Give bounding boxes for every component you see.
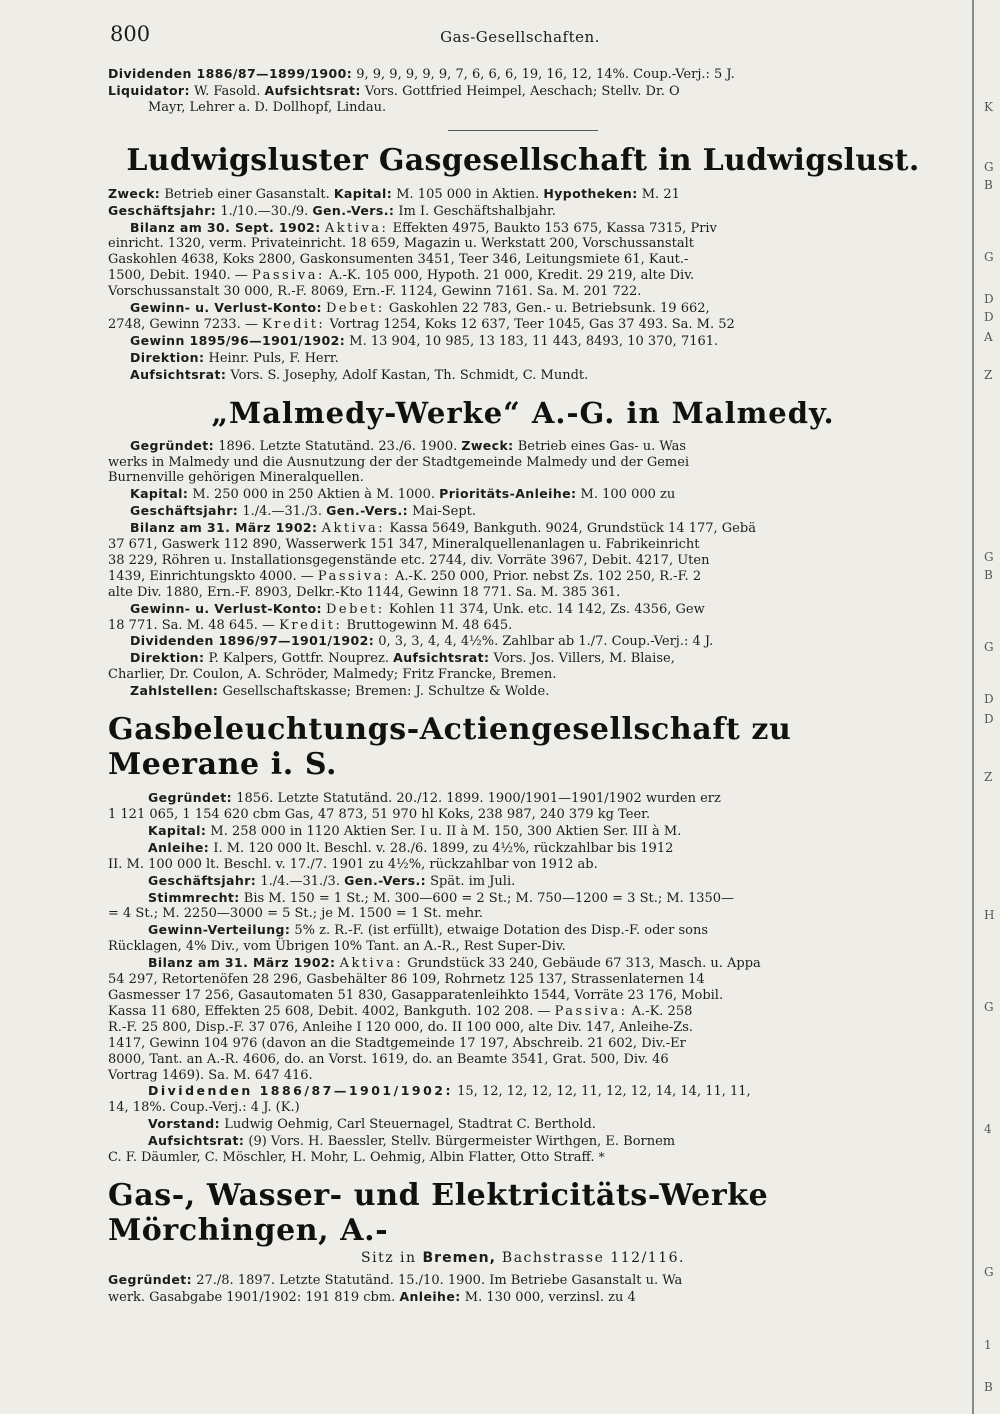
bilanz-label: Bilanz am 31. März 1902: [148, 955, 336, 971]
entry-malmedy [108, 396, 938, 701]
company-title: Gasbeleuchtungs-Actiengesellschaft zu Meerane i. S. [108, 712, 792, 783]
entry-meerane [108, 712, 938, 1166]
gewinn-verteilung-cont: Rücklagen, 4% Div., vom Übrigen 10% Tant. an A.-R., Rest Super-Div. [108, 939, 566, 955]
kapital-text: M. 105 000 in Aktien. [396, 186, 540, 202]
side-fragment: 4 [984, 1122, 992, 1136]
aufsichtsrat-cont: Charlier, Dr. Coulon, A. Schröder, Malmedy; Fritz Francke, Bremen. [108, 667, 557, 683]
side-fragment: G [984, 1265, 994, 1279]
aufsichtsrat-cont: C. F. Däumler, C. Möschler, H. Mohr, L. Oehmig, Albin Flatter, Otto Straff. [108, 1150, 595, 1166]
company-title: „Malmedy-Werke“ A.-G. in Malmedy. [211, 395, 835, 430]
stimmrecht-text: Bis M. 150 = 1 St.; M. 300—600 = 2 St.; M. 750—1200 = 3 St.; M. 1350— [243, 890, 735, 906]
kapital-label: Kapital: [130, 486, 189, 502]
bilanz-text: 38 229, Röhren u. Installationsgegenstände etc. 2744, div. Vorräte 3967, Debit. 4217, Uten [108, 552, 710, 568]
geschaeftsjahr-text: 1./10.—30./9. [220, 203, 309, 219]
direktion-text: Heinr. Puls, F. Herr. [208, 350, 339, 366]
side-fragment: G [984, 160, 994, 174]
guv-text: 2748, Gewinn 7233. — [108, 316, 258, 332]
bilanz-text: Gaskohlen 4638, Koks 2800, Gaskonsumenten 3451, Teer 346, Leitungsmiete 61, Kaut.- [108, 252, 689, 268]
side-fragment: D [984, 712, 994, 726]
genvers-label: Gen.-Vers.: [312, 202, 395, 218]
bilanz-text: Kassa 11 680, Effekten 25 608, Debit. 4002, Bankguth. 102 208. — [108, 1003, 551, 1019]
gegruendet-label: Gegründet: [130, 437, 215, 453]
prioritaets-text: M. 100 000 zu [580, 487, 676, 503]
zweck-text: werks in Malmedy und die Ausnutzung der der Stadtgemeinde Malmedy und der Gemei [108, 454, 690, 470]
guv-label: Gewinn- u. Verlust-Konto: [130, 600, 322, 616]
genvers-text: Mai-Sept. [412, 504, 477, 520]
passiva-label: Passiva: [251, 268, 325, 284]
gewinn-label: Gewinn 1895/96—1901/1902: [130, 332, 346, 348]
passiva-label: Passiva: [554, 1003, 628, 1019]
gegruendet-text: 27./8. 1897. Letzte Statutänd. 15./10. 1900. Im Betriebe Gasanstalt u. Wa [196, 1272, 683, 1288]
dividenden-text: 9, 9, 9, 9, 9, 9, 7, 6, 6, 6, 19, 16, 12, 14%. Coup.-Verj.: 5 J. [356, 67, 735, 82]
genvers-label: Gen.-Vers.: [344, 872, 426, 888]
anleihe-text: I. M. 120 000 lt. Beschl. v. 28./6. 1899, zu 4½%, rückzahlbar bis 1912 [213, 840, 674, 856]
footnote-star: * [598, 1150, 605, 1165]
bilanz-text: 37 671, Gaswerk 112 890, Wasserwerk 151 347, Mineralquellenanlagen u. Fabrikeinricht [108, 537, 700, 553]
gewinn-verteilung-text: 5% z. R.-F. (ist erfüllt), etwaige Dotation des Disp.-F. oder sons [294, 923, 709, 939]
sitz-line [108, 1250, 938, 1266]
dividenden-text: 0, 3, 3, 4, 4, 4½%. Zahlbar ab 1./7. Coup.-Verj.: 4 J. [378, 634, 714, 650]
bilanz-text: A.-K. 258 [631, 1003, 693, 1019]
aufsichtsrat-label: Aufsichtsrat: [148, 1133, 245, 1149]
stimmrecht-cont: = 4 St.; M. 2250—3000 = 5 St.; je M. 1500 = 1 St. mehr. [108, 906, 484, 922]
side-fragment: Z [984, 770, 993, 784]
side-fragment: Z [984, 368, 993, 382]
side-fragment: G [984, 1000, 994, 1014]
sitz-street: Bachstrasse 112/116. [501, 1249, 685, 1266]
bilanz-text: Kassa 5649, Bankguth. 9024, Grundstück 14 177, Gebä [389, 521, 756, 537]
side-fragment: D [984, 292, 994, 306]
entry-continued [108, 66, 938, 116]
genvers-label: Gen.-Vers.: [326, 503, 408, 519]
geschaeftsjahr-label: Geschäftsjahr: [130, 503, 239, 519]
bilanz-text: Vorschussanstalt 30 000, R.-F. 8069, Ern.-F. 1124, Gewinn 7161. Sa. M. 201 722. [108, 284, 642, 300]
zweck-text: Betrieb eines Gas- u. Was [517, 438, 687, 454]
aufsichtsrat-text: (9) Vors. H. Baessler, Stellv. Bürgermeister Wirthgen, E. Bornem [248, 1134, 676, 1150]
liquidator-label: Liquidator: [108, 82, 190, 98]
passiva-label: Passiva: [317, 568, 391, 584]
vorstand-text: Ludwig Oehmig, Carl Steuernagel, Stadtrat C. Berthold. [224, 1117, 596, 1133]
side-fragment: B [984, 568, 993, 582]
kredit-label: Kredit: [262, 316, 326, 332]
kapital-text: M. 258 000 in 1120 Aktien Ser. I u. II à M. 150, 300 Aktien Ser. III à M. [210, 823, 682, 839]
divider-rule [448, 130, 598, 131]
hypotheken-label: Hypotheken: [543, 185, 638, 201]
anleihe-text: M. 130 000, verzinsl. zu 4 [464, 1289, 636, 1305]
gegruendet-label: Gegründet: [148, 790, 233, 806]
dividenden-cont: 14, 18%. Coup.-Verj.: 4 J. (K.) [108, 1100, 300, 1116]
direktion-text: P. Kalpers, Gottfr. Nouprez. [208, 651, 389, 667]
entry-moerchingen [108, 1178, 938, 1306]
anleihe-label: Anleihe: [399, 1288, 461, 1304]
gewinn-text: M. 13 904, 10 985, 13 183, 11 443, 8493, 10 370, 7161. [349, 333, 719, 349]
aufsichtsrat-text: Vors. S. Josephy, Adolf Kastan, Th. Schmidt, C. Mundt. [230, 367, 589, 383]
anleihe-label: Anleihe: [148, 839, 210, 855]
bilanz-text: 54 297, Retortenöfen 28 296, Gasbehälter 86 109, Rohrnetz 125 137, Strassenlaternen 14 [108, 972, 705, 988]
aufsichtsrat-label: Aufsichtsrat: [130, 366, 227, 382]
zweck-label: Zweck: [108, 185, 161, 201]
geschaeftsjahr-label: Geschäftsjahr: [148, 872, 257, 888]
kredit-label: Kredit: [279, 617, 343, 633]
guv-text: 18 771. Sa. M. 48 645. — [108, 617, 276, 633]
genvers-text: Spät. im Juli. [430, 873, 516, 889]
liquidator-text: W. Fasold. [194, 83, 261, 99]
kapital-label: Kapital: [148, 822, 207, 838]
gegruendet-cont: 1 121 065, 1 154 620 cbm Gas, 47 873, 51 970 hl Koks, 238 987, 240 379 kg Teer. [108, 807, 651, 822]
gegruendet-cont: werk. Gasabgabe 1901/1902: 191 819 cbm. [108, 1289, 396, 1305]
guv-label: Gewinn- u. Verlust-Konto: [130, 300, 322, 316]
aktiva-label: Aktiva: [339, 956, 404, 972]
side-fragment: B [984, 178, 993, 192]
bilanz-text: 8000, Tant. an A.-R. 4606, do. an Vorst. 1619, do. an Beamte 3541, Grat. 500, Div. 46 [108, 1051, 669, 1067]
zweck-text: Betrieb einer Gasanstalt. [164, 186, 330, 202]
geschaeftsjahr-label: Geschäftsjahr: [108, 202, 217, 218]
sitz-text: Sitz in [361, 1249, 417, 1266]
bilanz-text: Grundstück 33 240, Gebäude 67 313, Masch. u. Appa [407, 956, 761, 972]
debet-label: Debet: [325, 301, 385, 317]
zahlstellen-label: Zahlstellen: [130, 683, 219, 699]
side-fragment: H [984, 908, 995, 922]
geschaeftsjahr-text: 1./4.—31./3. [260, 873, 340, 889]
genvers-text: Im I. Geschäftshalbjahr. [398, 203, 556, 219]
dividenden-label: Dividenden 1886/87—1901/1902: [148, 1083, 453, 1099]
zweck-label: Zweck: [461, 437, 514, 453]
company-title: Ludwigsluster Gasgesellschaft in Ludwigslust. [126, 142, 920, 178]
page-gutter-line [972, 0, 974, 1414]
direktion-label: Direktion: [130, 349, 205, 365]
prioritaets-label: Prioritäts-Anleihe: [439, 486, 577, 502]
bilanz-text: 1439, Einrichtungskto 4000. — [108, 568, 314, 584]
kapital-label: Kapital: [333, 185, 393, 201]
side-fragment: B [984, 1380, 993, 1394]
dividenden-text: 15, 12, 12, 12, 12, 11, 12, 12, 14, 14, 11, 11, [457, 1084, 751, 1100]
side-fragment: A [984, 330, 993, 344]
zweck-text: Burnenville gehörigen Mineralquellen. [108, 470, 364, 486]
bilanz-label: Bilanz am 30. Sept. 1902: [130, 219, 321, 235]
bilanz-text: R.-F. 25 800, Disp.-F. 37 076, Anleihe I 120 000, do. II 100 000, alte Div. 147, Anleihe-Zs. [108, 1019, 694, 1035]
side-fragment: 1 [984, 1338, 992, 1352]
entry-ludwigslust [108, 143, 938, 384]
bilanz-text: Gasmesser 17 256, Gasautomaten 51 830, Gasapparatenleihkto 1544, Vorräte 23 176, Mobil. [108, 987, 724, 1003]
aufsichtsrat-text: Vors. Jos. Villers, M. Blaise, [493, 651, 675, 667]
gegruendet-text: 1856. Letzte Statutänd. 20./12. 1899. 1900/1901—1901/1902 wurden erz [236, 791, 721, 807]
direktion-label: Direktion: [130, 650, 205, 666]
anleihe-cont: II. M. 100 000 lt. Beschl. v. 17./7. 1901 zu 4½%, rückzahlbar von 1912 ab. [108, 856, 598, 872]
debet-label: Debet: [325, 601, 385, 617]
kapital-text: M. 250 000 in 250 Aktien à M. 1000. [192, 487, 435, 503]
page-header [110, 22, 930, 52]
company-title: Gas-, Wasser- und Elektricitäts-Werke Mörchingen, A.- [108, 1177, 769, 1248]
aufsichtsrat-label: Aufsichtsrat: [393, 650, 490, 666]
side-fragment: G [984, 640, 994, 654]
side-fragment: K [984, 100, 993, 114]
side-fragment: D [984, 692, 994, 706]
guv-text: Gaskohlen 22 783, Gen.- u. Betriebsunk. 19 662, [388, 301, 710, 317]
side-fragment: G [984, 250, 994, 264]
guv-text: Bruttogewinn M. 48 645. [346, 617, 513, 633]
geschaeftsjahr-text: 1./4.—31./3. [242, 504, 322, 520]
page-content [108, 66, 938, 1306]
stimmrecht-label: Stimmrecht: [148, 889, 240, 905]
bilanz-text: A.-K. 250 000, Prior. nebst Zs. 102 250, R.-F. 2 [394, 568, 702, 584]
bilanz-text: A.-K. 105 000, Hypoth. 21 000, Kredit. 29 219, alte Div. [328, 268, 695, 284]
bilanz-label: Bilanz am 31. März 1902: [130, 520, 318, 536]
zahlstellen-text: Gesellschaftskasse; Bremen: J. Schultze & Wolde. [222, 684, 550, 700]
side-fragment: D [984, 310, 994, 324]
bilanz-text: 1500, Debit. 1940. — [108, 268, 248, 284]
aktiva-label: Aktiva: [321, 521, 386, 537]
bilanz-text: Vortrag 1469). Sa. M. 647 416. [108, 1067, 313, 1083]
gewinn-verteilung-label: Gewinn-Verteilung: [148, 922, 291, 938]
guv-text: Vortrag 1254, Koks 12 637, Teer 1045, Gas 37 493. Sa. M. 52 [329, 316, 735, 332]
gegruendet-label: Gegründet: [108, 1271, 193, 1287]
aufsichtsrat-text: Vors. Gottfried Heimpel, Aeschach; Stellv. Dr. O [364, 83, 680, 99]
aktiva-label: Aktiva: [324, 220, 389, 236]
aufsichtsrat-cont: Mayr, Lehrer a. D. Dollhopf, Lindau. [148, 99, 387, 115]
running-head: Gas-Gesellschaften. [440, 28, 600, 46]
page-number: 800 [110, 22, 151, 46]
bilanz-text: einricht. 1320, verm. Privateinricht. 18 659, Magazin u. Werkstatt 200, Vorschussanstalt [108, 236, 694, 252]
bilanz-text: Effekten 4975, Baukto 153 675, Kassa 7315, Priv [392, 220, 717, 236]
vorstand-label: Vorstand: [148, 1116, 221, 1132]
hypotheken-text: M. 21 [641, 186, 680, 202]
sitz-city: Bremen, [422, 1249, 496, 1266]
bilanz-text: alte Div. 1880, Ern.-F. 8903, Delkr.-Kto 1144, Gewinn 18 771. Sa. M. 385 361. [108, 584, 621, 600]
adjacent-page-edge [948, 0, 1000, 1414]
bilanz-text: 1417, Gewinn 104 976 (davon an die Stadtgemeinde 17 197, Abschreib. 21 602, Div.-Er [108, 1035, 686, 1051]
aufsichtsrat-label: Aufsichtsrat: [264, 82, 361, 98]
gegruendet-text: 1896. Letzte Statutänd. 23./6. 1900. [218, 438, 458, 454]
guv-text: Kohlen 11 374, Unk. etc. 14 142, Zs. 4356, Gew [388, 601, 705, 617]
dividenden-label: Dividenden 1886/87—1899/1900: [108, 66, 353, 81]
dividenden-label: Dividenden 1896/97—1901/1902: [130, 633, 375, 649]
side-fragment: G [984, 550, 994, 564]
